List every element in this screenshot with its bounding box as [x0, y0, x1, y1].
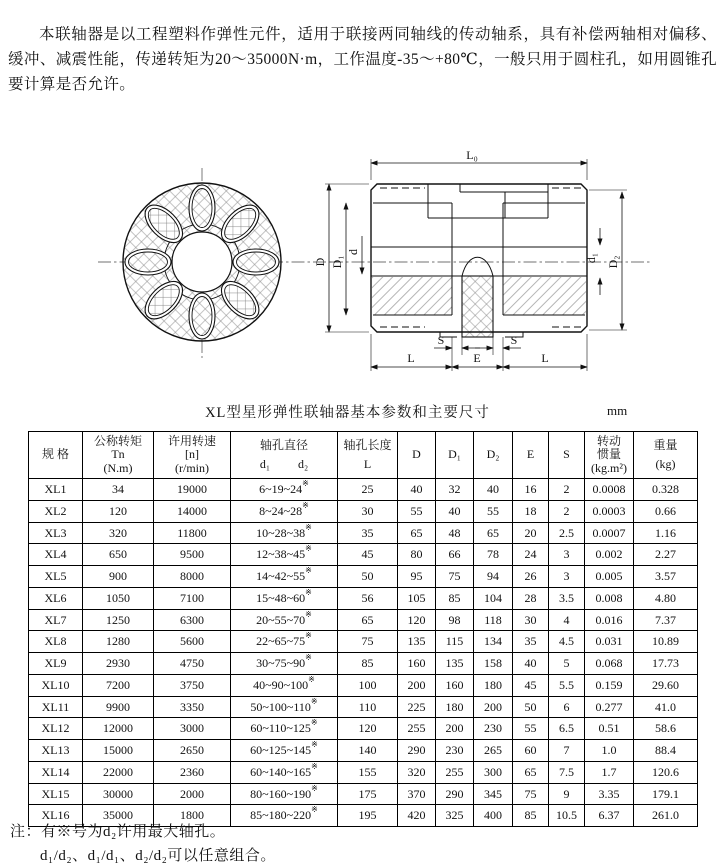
cell-spec: XL1: [29, 479, 83, 501]
cell-length: 120: [338, 718, 398, 740]
col-D-label: D: [412, 447, 421, 462]
max-bore-marker: ※: [305, 544, 312, 554]
cell-weight: 88.4: [634, 740, 698, 762]
cell-D2: 134: [474, 631, 513, 653]
cell-bore: [231, 696, 338, 718]
cell-weight: 0.328: [634, 479, 698, 501]
cell-torque: 1280: [83, 631, 154, 653]
cell-S: 3: [549, 566, 585, 588]
cell-inertia: 0.0008: [585, 479, 634, 501]
cell-torque: 900: [83, 566, 154, 588]
col-D1-label: D₁: [448, 447, 461, 462]
drawing-svg: [0, 140, 725, 400]
cell-torque: 15000: [83, 740, 154, 762]
cell-spec: XL15: [29, 783, 83, 805]
bore-range: 22~65~75: [256, 634, 306, 649]
cell-E: 26: [513, 566, 549, 588]
cell-D: 55: [398, 500, 436, 522]
cell-inertia: 6.37: [585, 805, 634, 827]
cell-inertia: 0.0007: [585, 522, 634, 544]
cell-length: 175: [338, 783, 398, 805]
cell-E: 85: [513, 805, 549, 827]
cell-speed: 3350: [154, 696, 231, 718]
cell-inertia: 1.0: [585, 740, 634, 762]
cell-S: 3: [549, 544, 585, 566]
cell-speed: 7100: [154, 587, 231, 609]
cell-E: 24: [513, 544, 549, 566]
cell-spec: XL10: [29, 674, 83, 696]
cell-D1: 75: [436, 566, 474, 588]
cell-S: 2: [549, 500, 585, 522]
cell-E: 75: [513, 783, 549, 805]
cell-bore: [231, 783, 338, 805]
cell-speed: 1800: [154, 805, 231, 827]
bore-range: 8~24~28: [259, 503, 303, 518]
col-spec: [29, 432, 83, 479]
table-row: [29, 631, 698, 653]
cell-length: 75: [338, 631, 398, 653]
cell-inertia: 0.031: [585, 631, 634, 653]
col-torque-symbol: Tn: [111, 447, 125, 462]
cell-D1: 180: [436, 696, 474, 718]
cell-bore: [231, 631, 338, 653]
dim-label-D: D: [313, 257, 327, 267]
cell-weight: 7.37: [634, 609, 698, 631]
cell-D2: 345: [474, 783, 513, 805]
cell-D: 160: [398, 653, 436, 675]
col-bore-symbols: [231, 458, 337, 472]
cell-D2: 104: [474, 587, 513, 609]
col-torque-label: 公称转矩: [93, 433, 142, 448]
cell-speed: 3000: [154, 718, 231, 740]
cell-D: 255: [398, 718, 436, 740]
cell-E: 20: [513, 522, 549, 544]
side-section-view: [313, 148, 652, 371]
cell-inertia: 0.016: [585, 609, 634, 631]
cell-weight: 4.80: [634, 587, 698, 609]
bore-range: 30~75~90: [256, 656, 306, 670]
cell-D1: 160: [436, 674, 474, 696]
bore-range: 60~110~125: [250, 721, 311, 736]
cell-bore: [231, 609, 338, 631]
unit-label: mm: [607, 403, 628, 418]
bore-range: 40~90~100: [253, 677, 309, 692]
cell-bore: [231, 740, 338, 762]
cell-speed: 8000: [154, 566, 231, 588]
bore-range: 14~42~55: [256, 569, 306, 583]
cell-inertia: 0.008: [585, 587, 634, 609]
cell-weight: 0.66: [634, 500, 698, 522]
table-row: [29, 718, 698, 740]
cell-speed: 2360: [154, 761, 231, 783]
cell-S: 7.5: [549, 761, 585, 783]
col-bore-label: 轴孔直径: [259, 437, 308, 452]
col-inertia: [585, 432, 634, 479]
cell-E: 65: [513, 761, 549, 783]
bore-range: 10~28~38: [256, 525, 306, 540]
bore-range: 6~19~24: [259, 482, 303, 496]
bore-range: 80~160~190: [250, 786, 312, 801]
cell-bore: [231, 718, 338, 740]
cell-D2: 94: [474, 566, 513, 588]
col-D2: [474, 432, 513, 479]
cell-spec: XL7: [29, 609, 83, 631]
cell-speed: 9500: [154, 544, 231, 566]
col-length-symbol: L: [363, 457, 372, 471]
bore-range: 60~125~145: [250, 743, 312, 757]
front-view: [98, 168, 340, 358]
dim-label-D1: D₁: [330, 255, 344, 269]
cell-D1: 135: [436, 653, 474, 675]
dim-label-S-left: S: [437, 333, 445, 347]
cell-speed: 2000: [154, 783, 231, 805]
dim-label-L0: L₀: [466, 148, 478, 162]
cell-speed: 3750: [154, 674, 231, 696]
table-row: [29, 544, 698, 566]
cell-bore: [231, 544, 338, 566]
cell-length: 140: [338, 740, 398, 762]
table-header: [29, 432, 698, 479]
cell-speed: 4750: [154, 653, 231, 675]
col-S: [549, 432, 585, 479]
max-bore-marker: ※: [311, 761, 318, 771]
cell-spec: XL4: [29, 544, 83, 566]
cell-D1: 230: [436, 740, 474, 762]
cell-spec: XL12: [29, 718, 83, 740]
cell-bore: [231, 587, 338, 609]
cell-spec: XL13: [29, 740, 83, 762]
cell-weight: 17.73: [634, 653, 698, 675]
cell-length: 56: [338, 587, 398, 609]
col-weight-unit: (kg): [655, 457, 676, 471]
cell-S: 9: [549, 783, 585, 805]
cell-D1: 200: [436, 718, 474, 740]
cell-torque: 1050: [83, 587, 154, 609]
cell-weight: 41.0: [634, 696, 698, 718]
dim-label-L-right: L: [541, 351, 549, 365]
cell-inertia: 0.0003: [585, 500, 634, 522]
cell-length: 50: [338, 566, 398, 588]
table-row: [29, 522, 698, 544]
col-torque: [83, 432, 154, 479]
cell-D: 80: [398, 544, 436, 566]
cell-torque: 120: [83, 500, 154, 522]
cell-D: 135: [398, 631, 436, 653]
cell-S: 10.5: [549, 805, 585, 827]
cell-S: 5: [549, 653, 585, 675]
cell-length: 45: [338, 544, 398, 566]
cell-E: 28: [513, 587, 549, 609]
cell-E: 30: [513, 609, 549, 631]
cell-torque: 7200: [83, 674, 154, 696]
cell-inertia: 0.005: [585, 566, 634, 588]
cell-E: 50: [513, 696, 549, 718]
cell-bore: [231, 479, 338, 501]
cell-S: 5.5: [549, 674, 585, 696]
cell-S: 6.5: [549, 718, 585, 740]
cell-inertia: 1.7: [585, 761, 634, 783]
cell-weight: 1.16: [634, 522, 698, 544]
cell-spec: XL16: [29, 805, 83, 827]
cell-D2: 65: [474, 522, 513, 544]
bore-range: 20~55~70: [256, 612, 306, 627]
cell-speed: 5600: [154, 631, 231, 653]
cell-D: 95: [398, 566, 436, 588]
coupling-technical-drawing: [0, 140, 725, 400]
max-bore-marker: ※: [305, 566, 312, 575]
cell-D2: 78: [474, 544, 513, 566]
max-bore-marker: ※: [305, 653, 312, 662]
cell-D: 320: [398, 761, 436, 783]
cell-weight: 58.6: [634, 718, 698, 740]
cell-D: 120: [398, 609, 436, 631]
cell-D: 420: [398, 805, 436, 827]
cell-inertia: 0.277: [585, 696, 634, 718]
dim-label-D2: D₂: [606, 255, 620, 269]
dim-label-S-right: S: [510, 333, 518, 347]
cell-torque: 9900: [83, 696, 154, 718]
col-speed-unit: (r/min): [175, 460, 209, 475]
cell-torque: 320: [83, 522, 154, 544]
col-D2-label: D₂: [486, 447, 500, 462]
max-bore-marker: ※: [305, 587, 312, 597]
cell-length: 85: [338, 653, 398, 675]
max-bore-marker: ※: [305, 609, 312, 619]
col-weight-label: 重量: [653, 437, 678, 452]
cell-S: 2: [549, 479, 585, 501]
cell-weight: 261.0: [634, 805, 698, 827]
cell-inertia: 0.068: [585, 653, 634, 675]
col-D: [398, 432, 436, 479]
table-row: [29, 653, 698, 675]
cell-speed: 14000: [154, 500, 231, 522]
col-E: [513, 432, 549, 479]
cell-torque: 22000: [83, 761, 154, 783]
cell-speed: 6300: [154, 609, 231, 631]
note-line-2: d₁/d₂、d₁/d₁、d₂/d₂可以任意组合。: [40, 848, 276, 864]
cell-D1: 85: [436, 587, 474, 609]
cell-D1: 325: [436, 805, 474, 827]
cell-torque: 2930: [83, 653, 154, 675]
cell-E: 60: [513, 740, 549, 762]
cell-spec: XL11: [29, 696, 83, 718]
cell-D2: 200: [474, 696, 513, 718]
cell-D: 370: [398, 783, 436, 805]
cell-length: 100: [338, 674, 398, 696]
table-row: [29, 783, 698, 805]
cell-torque: 1250: [83, 609, 154, 631]
cell-D2: 40: [474, 479, 513, 501]
cell-inertia: 0.002: [585, 544, 634, 566]
table-row: [29, 761, 698, 783]
cell-torque: 650: [83, 544, 154, 566]
cell-spec: XL9: [29, 653, 83, 675]
cell-E: 16: [513, 479, 549, 501]
cell-D2: 265: [474, 740, 513, 762]
cell-weight: 3.57: [634, 566, 698, 588]
cell-D: 105: [398, 587, 436, 609]
cell-D2: 118: [474, 609, 513, 631]
cell-bore: [231, 500, 338, 522]
col-weight: [634, 432, 698, 479]
col-D1: [436, 432, 474, 479]
cell-D: 225: [398, 696, 436, 718]
col-bore-d1: d₁: [259, 457, 270, 471]
cell-spec: XL6: [29, 587, 83, 609]
intro-paragraph: 本联轴器是以工程塑料作弹性元件，适用于联接两同轴线的传动轴系，具有补偿两轴相对偏移、缓冲、减震性能，传递转矩为20～35000N·m，工作温度-35～+80℃，一般只用于圆柱孔，如用圆锥孔要计算是否允许。: [8, 25, 717, 93]
note-line-1: 注：有※号为d₂许用最大轴孔。: [10, 824, 226, 840]
cell-bore: [231, 674, 338, 696]
cell-length: 195: [338, 805, 398, 827]
cell-weight: 179.1: [634, 783, 698, 805]
cell-length: 35: [338, 522, 398, 544]
col-spec-label: 规 格: [41, 447, 69, 462]
max-bore-marker: ※: [311, 783, 318, 793]
table-row: [29, 696, 698, 718]
cell-bore: [231, 653, 338, 675]
cell-spec: XL5: [29, 566, 83, 588]
cell-E: 40: [513, 653, 549, 675]
cell-S: 4: [549, 609, 585, 631]
bore-range: 12~38~45: [256, 547, 306, 562]
col-inertia-label2: 惯量: [596, 447, 621, 462]
cell-D: 65: [398, 522, 436, 544]
cell-spec: XL14: [29, 761, 83, 783]
cell-spec: XL3: [29, 522, 83, 544]
col-inertia-unit: (kg.m²): [591, 460, 627, 475]
cell-D1: 32: [436, 479, 474, 501]
cell-torque: 34: [83, 479, 154, 501]
col-inertia-label1: 转动: [596, 433, 621, 448]
col-E-label: E: [526, 447, 535, 462]
cell-D1: 66: [436, 544, 474, 566]
col-torque-unit: (N.m): [103, 460, 133, 475]
parameters-table: [28, 431, 698, 827]
cell-weight: 2.27: [634, 544, 698, 566]
col-bore-d2: d₂: [298, 457, 309, 471]
cell-bore: [231, 566, 338, 588]
cell-S: 2.5: [549, 522, 585, 544]
cell-E: 45: [513, 674, 549, 696]
col-S-label: S: [563, 447, 570, 462]
table-row: [29, 500, 698, 522]
cell-torque: 30000: [83, 783, 154, 805]
cell-weight: 29.60: [634, 674, 698, 696]
cell-torque: 12000: [83, 718, 154, 740]
cell-D1: 115: [436, 631, 474, 653]
cell-D: 40: [398, 479, 436, 501]
cell-spec: XL8: [29, 631, 83, 653]
cell-E: 35: [513, 631, 549, 653]
cell-speed: 11800: [154, 522, 231, 544]
bore-range: 60~140~165: [250, 764, 312, 779]
max-bore-marker: ※: [311, 740, 318, 749]
max-bore-marker: ※: [310, 696, 318, 706]
col-speed-label: 许用转速: [167, 433, 216, 448]
table-row: [29, 587, 698, 609]
cell-S: 6: [549, 696, 585, 718]
max-bore-marker: ※: [305, 522, 312, 532]
cell-D2: 55: [474, 500, 513, 522]
col-length: [338, 432, 398, 479]
table-body: [29, 479, 698, 827]
table-row: [29, 609, 698, 631]
cell-bore: [231, 805, 338, 827]
max-bore-marker: ※: [302, 500, 309, 510]
cell-inertia: 0.51: [585, 718, 634, 740]
cell-inertia: 3.35: [585, 783, 634, 805]
cell-torque: 35000: [83, 805, 154, 827]
max-bore-marker: ※: [308, 674, 315, 684]
bore-range: 15~48~60: [256, 590, 306, 605]
dim-label-d: d: [346, 249, 360, 255]
cell-S: 3.5: [549, 587, 585, 609]
bore-range: 85~180~220: [250, 808, 312, 823]
cell-D2: 300: [474, 761, 513, 783]
cell-bore: [231, 522, 338, 544]
cell-speed: 2650: [154, 740, 231, 762]
max-bore-marker: ※: [311, 805, 318, 815]
cell-E: 55: [513, 718, 549, 740]
cell-length: 30: [338, 500, 398, 522]
cell-spec: XL2: [29, 500, 83, 522]
cell-D2: 158: [474, 653, 513, 675]
table-row: [29, 566, 698, 588]
cell-D1: 48: [436, 522, 474, 544]
table-title: XL型星形弹性联轴器基本参数和主要尺寸: [205, 405, 490, 421]
cell-D2: 400: [474, 805, 513, 827]
dim-label-E: E: [473, 351, 481, 365]
cell-D1: 98: [436, 609, 474, 631]
cell-S: 4.5: [549, 631, 585, 653]
cell-weight: 10.89: [634, 631, 698, 653]
col-bore: [231, 432, 338, 479]
cell-D: 200: [398, 674, 436, 696]
max-bore-marker: ※: [305, 631, 312, 641]
cell-inertia: 0.159: [585, 674, 634, 696]
cell-length: 110: [338, 696, 398, 718]
col-speed-symbol: [n]: [185, 447, 199, 462]
bore-range: 50~100~110: [250, 699, 311, 714]
cell-D1: 255: [436, 761, 474, 783]
cell-D1: 290: [436, 783, 474, 805]
cell-length: 25: [338, 479, 398, 501]
max-bore-marker: ※: [302, 479, 309, 488]
cell-D: 290: [398, 740, 436, 762]
table-row: [29, 674, 698, 696]
dim-label-d1: d₁: [584, 252, 598, 264]
dim-label-L-left: L: [407, 351, 415, 365]
col-length-label: 轴孔长度: [343, 437, 392, 452]
cell-bore: [231, 761, 338, 783]
table-row: [29, 740, 698, 762]
max-bore-marker: ※: [310, 718, 318, 728]
cell-D1: 40: [436, 500, 474, 522]
cell-E: 18: [513, 500, 549, 522]
cell-length: 65: [338, 609, 398, 631]
col-speed: [154, 432, 231, 479]
cell-D2: 180: [474, 674, 513, 696]
cell-S: 7: [549, 740, 585, 762]
cell-speed: 19000: [154, 479, 231, 501]
table-row: [29, 479, 698, 501]
cell-length: 155: [338, 761, 398, 783]
cell-D2: 230: [474, 718, 513, 740]
cell-weight: 120.6: [634, 761, 698, 783]
